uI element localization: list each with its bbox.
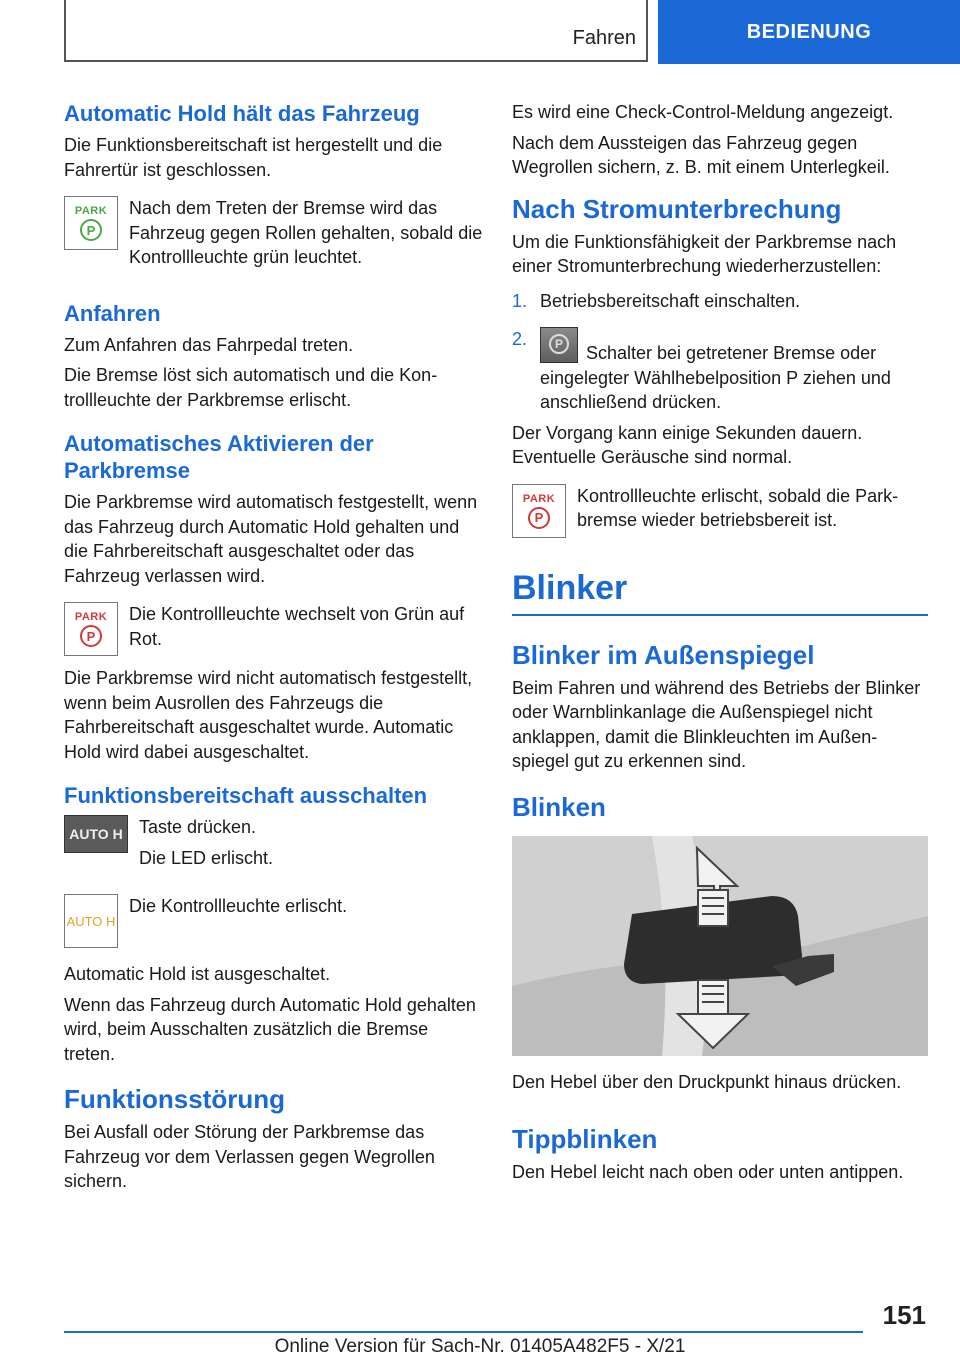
footer-online-version: Online Version für Sach-Nr. 01405A482F5 - X/21 bbox=[274, 1336, 686, 1357]
p-symbol: P bbox=[80, 625, 102, 647]
heading-tippblinken: Tippblinken bbox=[512, 1124, 658, 1154]
auto-h-indicator-icon: AUTO H bbox=[64, 894, 118, 948]
p-symbol: P bbox=[549, 334, 569, 354]
step-taste-text: Taste drücken. bbox=[139, 817, 257, 837]
right-column bbox=[512, 100, 928, 1185]
note-erlischt-text: Die Kontrollleuchte erlischt. bbox=[129, 896, 348, 916]
note-hold-text: Nach dem Treten der Bremse wird das Fahrzeug gegen Rollen gehalten, sobald die Kontrollleuchte grün leuchtet. bbox=[129, 198, 483, 267]
note-rot bbox=[64, 602, 484, 656]
list-item-number: 2. bbox=[512, 329, 528, 349]
step-taste bbox=[64, 815, 484, 870]
heading-stromunterbrechung: Nach Stromunterbrechung bbox=[512, 193, 842, 224]
heading-blinken: Blinken bbox=[512, 791, 606, 822]
park-brake-red-icon bbox=[512, 484, 566, 538]
paragraph-vorgang: Der Vorgang kann einige Sekunden dauern. Eventuelle Geräusche sind normal. bbox=[512, 422, 863, 467]
list-item bbox=[512, 327, 928, 415]
left-column bbox=[64, 100, 484, 1194]
heading-aktivieren: Automatisches Aktivieren der Parkbremse bbox=[64, 431, 374, 483]
note-rot-text: Die Kontrollleuchte wechselt von Grün auf Rot. bbox=[129, 604, 465, 649]
note-betriebsbereit bbox=[512, 484, 928, 538]
park-brake-green-icon bbox=[64, 196, 118, 250]
list-item-text: Schalter bei getretener Bremse oder eingelegter Wählhebelposition P ziehen und anschließend drücken. bbox=[540, 343, 891, 412]
paragraph-aussenspiegel: Beim Fahren und während des Betriebs der Blinker oder Warnblinkanlage die Außenspiegel nicht anklappen, damit die Blinkleuchten im Außenspiegel gut zu erkennen sind. bbox=[512, 677, 921, 771]
note-betriebsbereit-text: Kontrollleuchte erlischt, sobald die Parkbremse wieder betriebsbereit ist. bbox=[577, 485, 899, 530]
footer-rule bbox=[64, 1331, 863, 1333]
p-symbol: P bbox=[528, 507, 550, 529]
parking-brake-switch-icon bbox=[540, 327, 578, 363]
heading-aussenspiegel: Blinker im Außenspiegel bbox=[512, 639, 815, 670]
park-label: PARK bbox=[74, 205, 108, 217]
paragraph-anfahren-2: Die Bremse löst sich automatisch und die Kontrollleuchte der Parkbremse erlischt. bbox=[64, 365, 438, 410]
paragraph-hebel: Den Hebel über den Druckpunkt hinaus drücken. bbox=[512, 1071, 902, 1092]
paragraph-nicht-festgestellt: Die Parkbremse wird nicht automatisch festgestellt, wenn beim Ausrollen des Fahrzeugs die Fahrbereitschaft ausgeschaltet wurde. Automatic Hold wird dabei ausgeschaltet. bbox=[64, 668, 473, 762]
header-chapter-tab: BEDIENUNG bbox=[658, 0, 960, 64]
page-number: 151 bbox=[882, 1300, 926, 1330]
auto-h-button-icon: AUTO H bbox=[64, 815, 128, 853]
paragraph-ausgeschaltet: Automatic Hold ist ausgeschaltet. bbox=[64, 964, 331, 984]
note-hold bbox=[64, 196, 484, 270]
park-label: PARK bbox=[74, 611, 108, 623]
heading-ausschalten: Funktionsbereitschaft ausschalten bbox=[64, 783, 428, 808]
turn-signal-lever-photo bbox=[512, 836, 928, 1056]
paragraph-tippblinken: Den Hebel leicht nach oben oder unten antippen. bbox=[512, 1162, 904, 1182]
paragraph-anfahren-1: Zum Anfahren das Fahrpedal treten. bbox=[64, 334, 354, 355]
list-item-text-wrap bbox=[540, 327, 928, 415]
turn-signal-lever-illustration bbox=[512, 836, 928, 1056]
header-section-box bbox=[64, 0, 648, 62]
heading-funktionsstoerung: Funktionsstörung bbox=[64, 1084, 285, 1114]
heading-blinker: Blinker bbox=[512, 568, 628, 607]
park-brake-red-icon bbox=[64, 602, 118, 656]
step-taste-texts bbox=[139, 815, 484, 870]
list-item-text: Betriebsbereitschaft einschalten. bbox=[540, 290, 801, 311]
heading-anfahren: Anfahren bbox=[64, 300, 161, 326]
paragraph-hold: Die Funktionsbereitschaft ist hergestellt und die Fahrertür ist geschlossen. bbox=[64, 135, 443, 180]
paragraph-wenn: Wenn das Fahrzeug durch Automatic Hold gehalten wird, beim Ausschalten zusätzlich die Bremse treten. bbox=[64, 994, 476, 1064]
note-erlischt bbox=[64, 894, 484, 948]
list-item-number: 1. bbox=[512, 290, 528, 311]
list-item bbox=[512, 289, 928, 314]
header-section-title: Fahren bbox=[572, 27, 636, 49]
step-led-text: Die LED erlischt. bbox=[139, 847, 274, 868]
paragraph-strom: Um die Funktionsfähigkeit der Parkbremse nach einer Stromunterbrechung wiederherzustellen: bbox=[512, 231, 897, 276]
paragraph-aussteigen: Nach dem Aussteigen das Fahrzeug gegen Wegrollen sichern, z. B. mit einem Unterlegkeil. bbox=[512, 132, 890, 177]
paragraph-aktivieren: Die Parkbremse wird automatisch festgestellt, wenn das Fahrzeug durch Automatic Hold gehalten und die Fahrbereitschaft ausgeschaltet oder das Fahrzeug verlassen wird. bbox=[64, 492, 478, 586]
paragraph-stoerung: Bei Ausfall oder Störung der Parkbremse das Fahrzeug vor dem Verlassen gegen Wegrollen sichern. bbox=[64, 1122, 435, 1191]
park-label: PARK bbox=[522, 492, 556, 505]
paragraph-check-control: Es wird eine Check-Control-Meldung angezeigt. bbox=[512, 102, 894, 122]
heading-automatic-hold: Automatic Hold hält das Fahrzeug bbox=[64, 101, 420, 126]
p-symbol: P bbox=[80, 219, 102, 241]
